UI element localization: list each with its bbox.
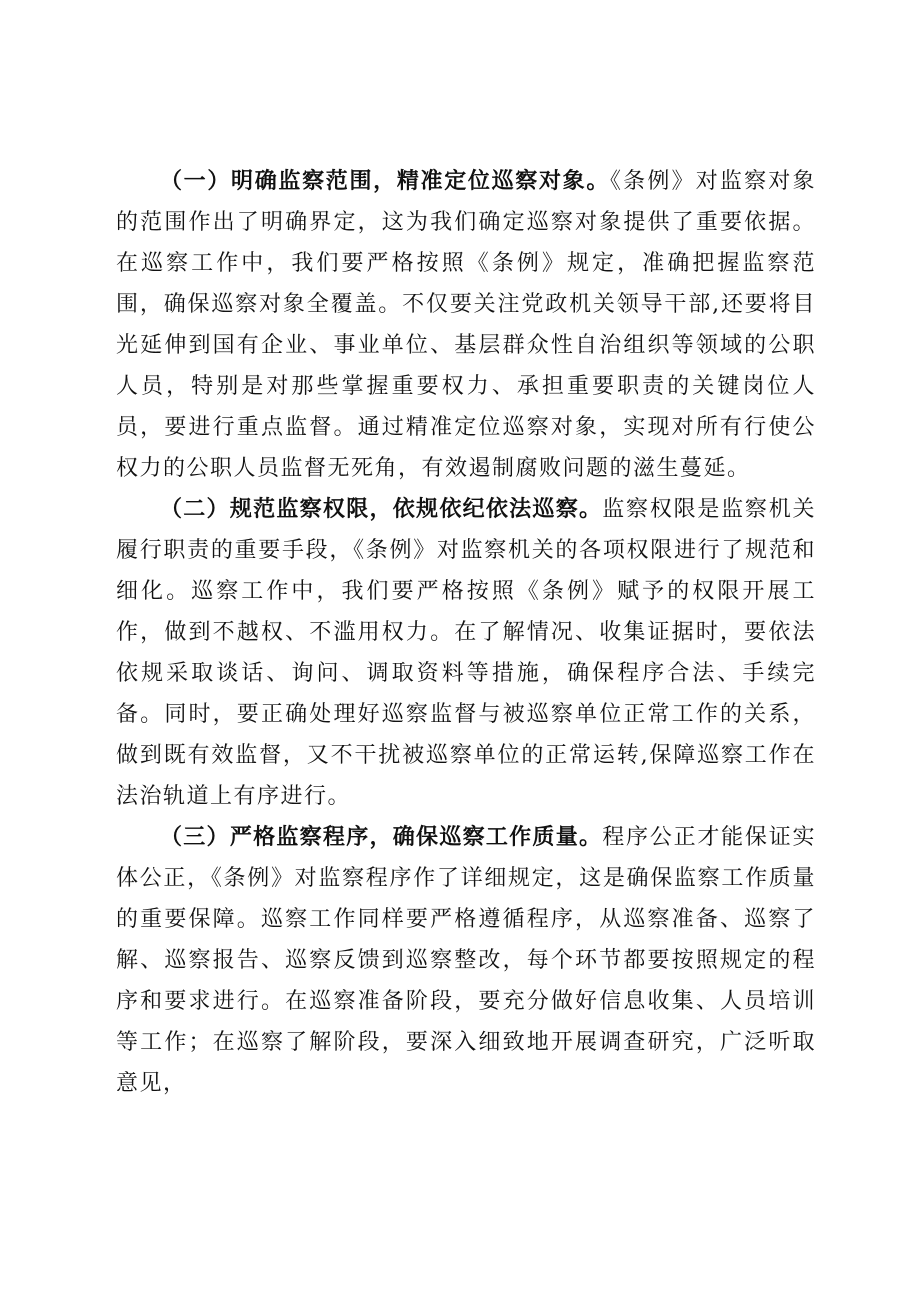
paragraph-3 bbox=[116, 817, 816, 1104]
paragraph-1-heading: （一）明确监察范围，精准定位巡察对象。 bbox=[160, 169, 610, 194]
paragraph-2-heading: （二）规范监察权限，依规依纪依法巡察。 bbox=[160, 497, 603, 522]
paragraph-2-body: 监察权限是监察机关履行职责的重要手段，《条例》对监察机关的各项权限进行了规范和细化。巡察工作中，我们要严格按照《条例》赋予的权限开展工作，做到不越权、不滥用权力。在了解情况、收集证据时，要依法依规采取谈话、询问、调取资料等措施，确保程序合法、手续完备。同时，要正确处理好巡察监督与被巡察单位正常工作的关系，做到既有效监督，又不干扰被巡察单位的正常运转,保障巡察工作在法治轨道上有序进行。 bbox=[116, 497, 816, 809]
paragraph-3-heading: （三）严格监察程序，确保巡察工作质量。 bbox=[160, 825, 603, 850]
paragraph-2 bbox=[116, 489, 816, 817]
paragraph-1-body: 《条例》对监察对象的范围作出了明确界定，这为我们确定巡察对象提供了重要依据。在巡察工作中，我们要严格按照《条例》规定，准确把握监察范围，确保巡察对象全覆盖。不仅要关注党政机关领导干部,还要将目光延伸到国有企业、事业单位、基层群众性自治组织等领域的公职人员，特别是对那些掌握重要权力、承担重要职责的关键岗位人员，要进行重点监督。通过精准定位巡察对象，实现对所有行使公权力的公职人员监督无死角，有效遏制腐败问题的滋生蔓延。 bbox=[116, 169, 816, 481]
document-body bbox=[116, 161, 816, 1104]
paragraph-1 bbox=[116, 161, 816, 489]
paragraph-3-body: 程序公正才能保证实体公正，《条例》对监察程序作了详细规定，这是确保监察工作质量的重要保障。巡察工作同样要严格遵循程序，从巡察准备、巡察了解、巡察报告、巡察反馈到巡察整改，每个环节都要按照规定的程序和要求进行。在巡察准备阶段，要充分做好信息收集、人员培训等工作；在巡察了解阶段，要深入细致地开展调查研究，广泛听取意见， bbox=[116, 825, 816, 1096]
